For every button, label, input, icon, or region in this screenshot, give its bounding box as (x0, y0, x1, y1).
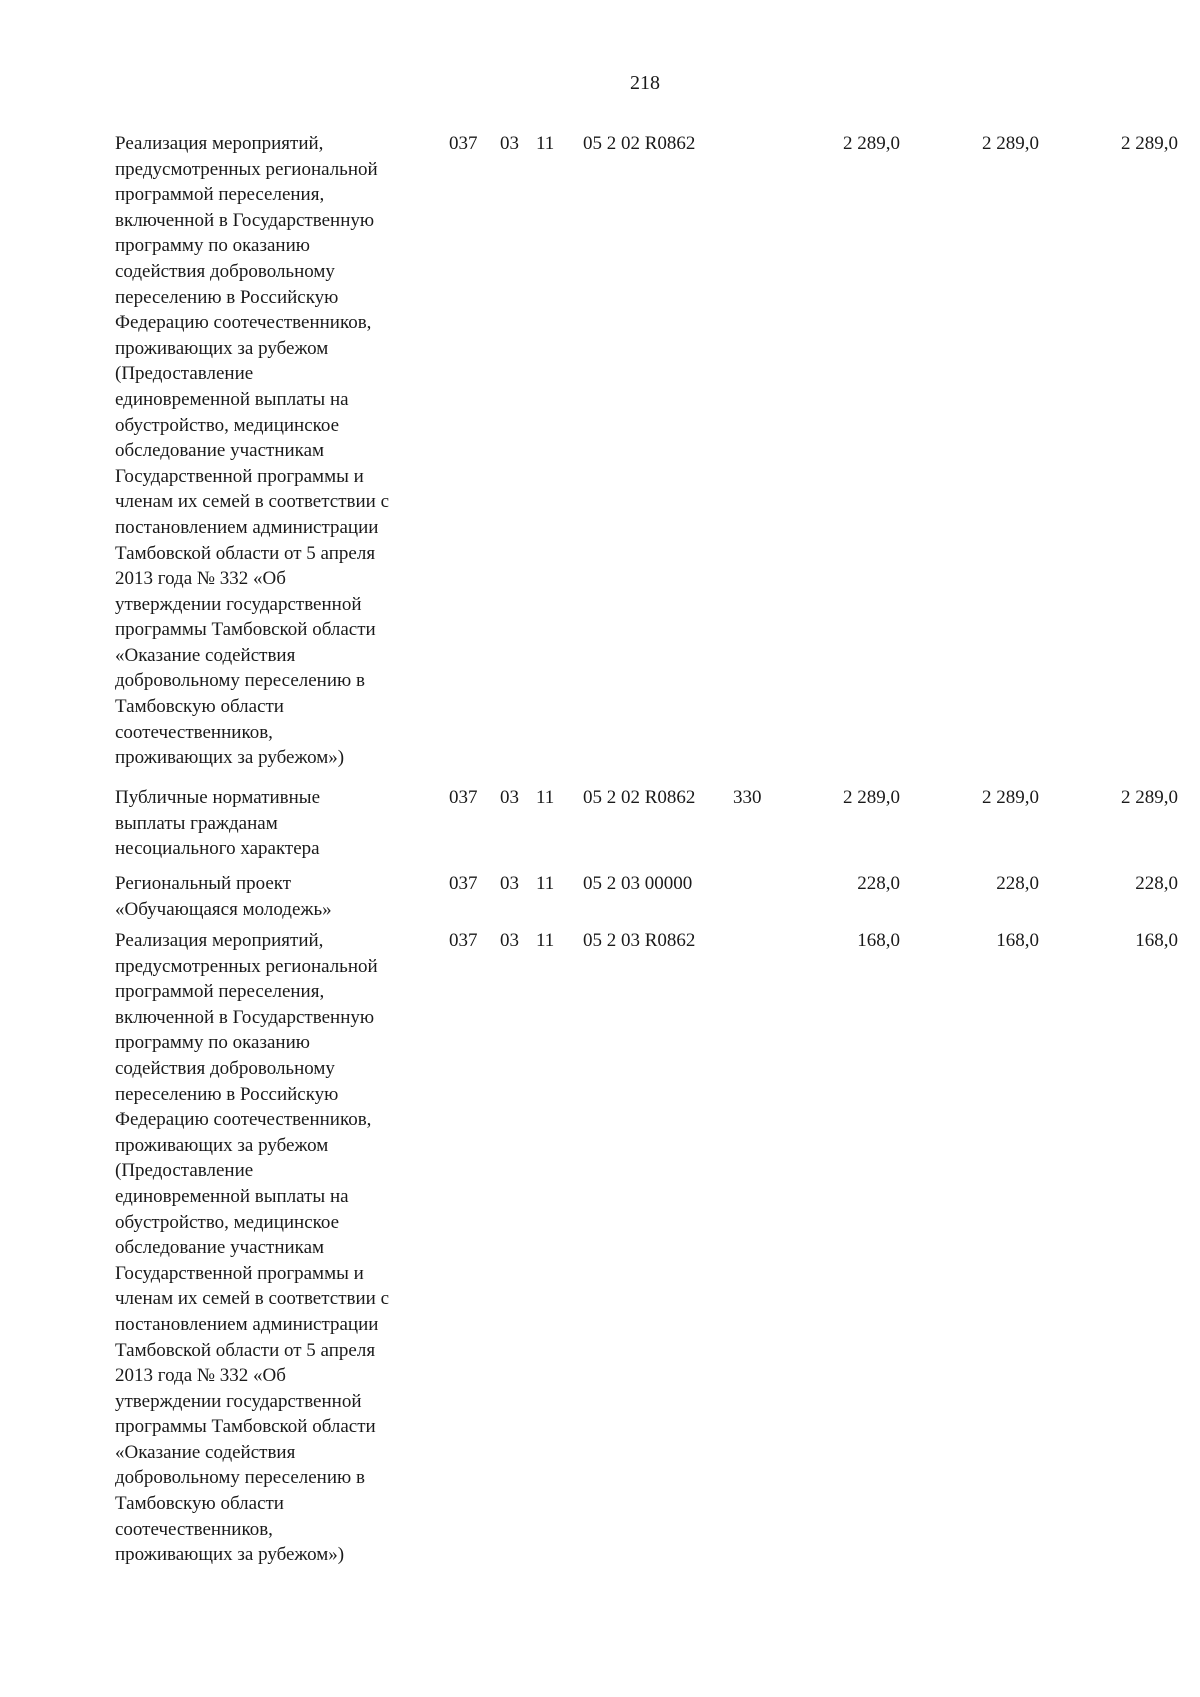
target-article-code: 05 2 03 00000 (583, 873, 693, 894)
target-article-code: 05 2 03 R0862 (583, 930, 696, 951)
amount-year-1: 228,0 (857, 873, 900, 894)
subsection-code: 11 (536, 787, 555, 808)
section-code: 03 (500, 133, 519, 154)
ministry-code: 037 (449, 873, 478, 894)
amount-year-2: 228,0 (996, 873, 1039, 894)
amount-year-3: 228,0 (1135, 873, 1178, 894)
row-description: Реализация мероприятий, предусмотренных региональной программой переселения, включенной в Государственную программу по оказанию содействия добровольному переселению в Российскую Федерацию соотечественников, проживающих за рубежом (Предоставление единовременной выплаты на обустройство, медицинское обследование участникам Государственной программы и членам их семей в соответствии с постановлением администрации Тамбовской области от 5 апреля 2013 года № 332 «Об утверждении государственной программы Тамбовской области «Оказание содействия добровольному переселению в Тамбовскую области соотечественников, проживающих за рубежом») (115, 930, 389, 1566)
row-description: Региональный проект «Обучающаяся молодежь» (115, 873, 332, 920)
section-code: 03 (500, 873, 519, 894)
subsection-code: 11 (536, 133, 555, 154)
amount-year-1: 2 289,0 (843, 787, 900, 808)
section-code: 03 (500, 930, 519, 951)
amount-year-1: 168,0 (857, 930, 900, 951)
amount-year-3: 2 289,0 (1121, 133, 1178, 154)
row-description: Реализация мероприятий, предусмотренных региональной программой переселения, включенной в Государственную программу по оказанию содействия добровольному переселению в Российскую Федерацию соотечественников, проживающих за рубежом (Предоставление единовременной выплаты на обустройство, медицинское обследование участникам Государственной программы и членам их семей в соответствии с постановлением администрации Тамбовской области от 5 апреля 2013 года № 332 «Об утверждении государственной программы Тамбовской области «Оказание содействия добровольному переселению в Тамбовскую области соотечественников, проживающих за рубежом») (115, 133, 389, 769)
amount-year-3: 2 289,0 (1121, 787, 1178, 808)
amount-year-2: 2 289,0 (982, 133, 1039, 154)
amount-year-2: 168,0 (996, 930, 1039, 951)
ministry-code: 037 (449, 787, 478, 808)
expense-type-code: 330 (733, 787, 762, 808)
target-article-code: 05 2 02 R0862 (583, 133, 696, 154)
section-code: 03 (500, 787, 519, 808)
row-description: Публичные нормативные выплаты гражданам несоциального характера (115, 787, 321, 860)
subsection-code: 11 (536, 930, 555, 951)
amount-year-1: 2 289,0 (843, 133, 900, 154)
ministry-code: 037 (449, 133, 478, 154)
subsection-code: 11 (536, 873, 555, 894)
ministry-code: 037 (449, 930, 478, 951)
target-article-code: 05 2 02 R0862 (583, 787, 696, 808)
amount-year-2: 2 289,0 (982, 787, 1039, 808)
page-number: 218 (630, 72, 660, 94)
amount-year-3: 168,0 (1135, 930, 1178, 951)
